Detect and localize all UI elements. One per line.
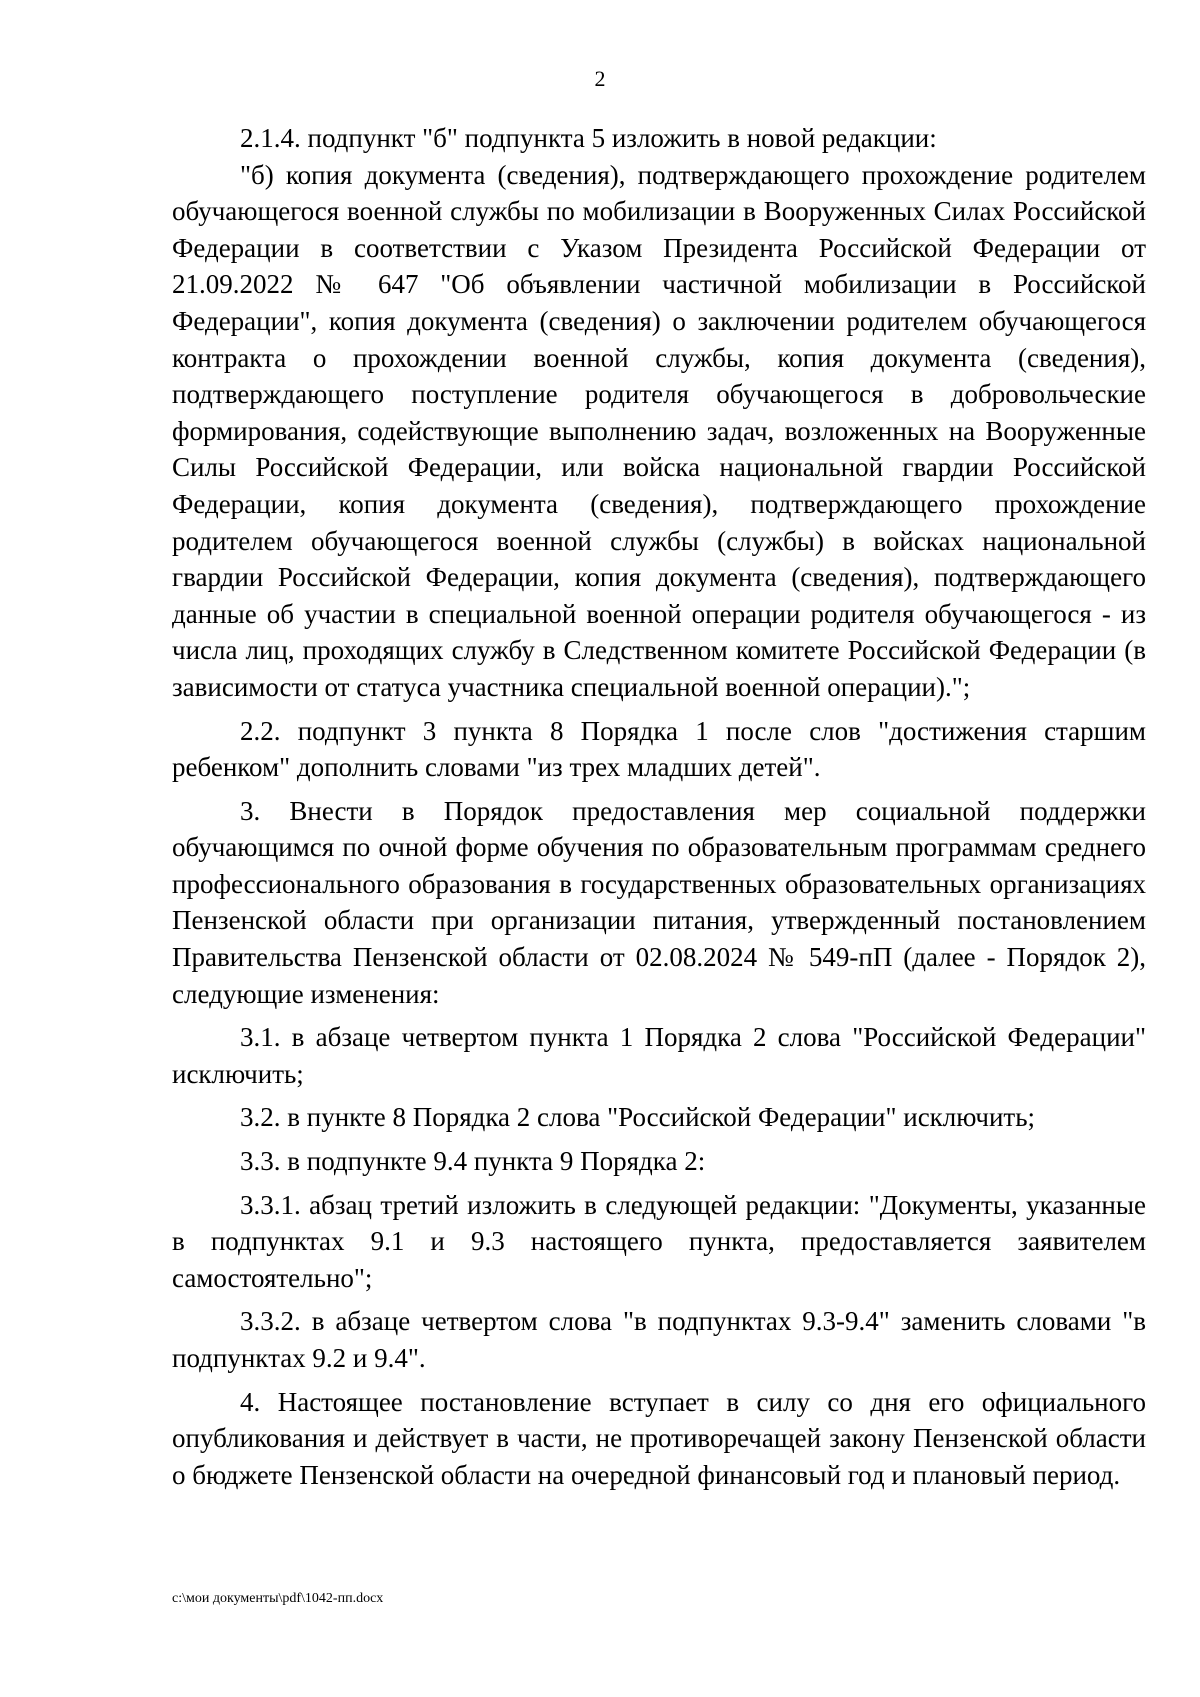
paragraph-2-2: 2.2. подпункт 3 пункта 8 Порядка 1 после слов "достижения старшим ребенком" дополнить словами "из трех младших детей". [172, 715, 1146, 783]
paragraph-4: 4. Настоящее постановление вступает в силу со дня его официального опубликования и действует в части, не противоречащей закону Пензенской области о бюджете Пензенской области на очередной финансовый год и плановый период. [172, 1386, 1146, 1490]
page-number: 2 [594, 66, 606, 91]
paragraph-subpoint-b: "б) копия документа (сведения), подтверждающего прохождение родителем обучающегося военной службы по мобилизации в Вооруженных Силах Российской Федерации в соответствии с Указом Президента Российской Федерации от 21.09.2022 № 647 "Об объявлении частичной мобилизации в Российской Федерации", копия документа (сведения) о заключении родителем обучающегося контракта о прохождении военной службы, копия документа (сведения), подтверждающего поступление родителя обучающегося в добровольческие формирования, содействующие выполнению задач, возложенных на Вооруженные Силы Российской Федерации, или войска национальной гвардии Российской Федерации, копия документа (сведения), подтверждающего прохождение родителем обучающегося военной службы (службы) в войсках национальной гвардии Российской Федерации, копия документа (сведения), подтверждающего данные об участии в специальной военной операции родителя обучающегося - из числа лиц, проходящих службу в Следственном комитете Российской Федерации (в зависимости от статуса участника специальной военной операции)."; [172, 159, 1146, 702]
paragraph-3-1: 3.1. в абзаце четвертом пункта 1 Порядка 2 слова "Российской Федерации" исключить; [172, 1022, 1146, 1089]
paragraph-3-3-2: 3.3.2. в абзаце четвертом слова "в подпунктах 9.3-9.4" заменить словами "в подпунктах 9.2 и 9.4". [172, 1306, 1146, 1373]
paragraph-3-3: 3.3. в подпункте 9.4 пункта 9 Порядка 2: [240, 1146, 706, 1177]
document-body [172, 120, 1146, 1493]
paragraph-3-3-1: 3.3.1. абзац третий изложить в следующей редакции: "Документы, указанные в подпунктах 9.1 и 9.3 настоящего пункта, предоставляется заявителем самостоятельно"; [172, 1189, 1146, 1293]
paragraph-3-2: 3.2. в пункте 8 Порядка 2 слова "Российской Федерации" исключить; [240, 1102, 1036, 1133]
paragraph-2-1-4: 2.1.4. подпункт "б" подпункта 5 изложить в новой редакции: [240, 123, 937, 153]
paragraph-3: 3. Внести в Порядок предоставления мер социальной поддержки обучающимся по очной форме обучения по образовательным программам среднего профессионального образования в государственных образовательных организациях Пензенской области при организации питания, утвержденный постановлением Правительства Пензенской области от 02.08.2024 № 549-пП (далее - Порядок 2), следующие изменения: [172, 795, 1146, 1009]
footer-file-path: c:\мои документы\pdf\1042-пп.docx [172, 1591, 384, 1606]
